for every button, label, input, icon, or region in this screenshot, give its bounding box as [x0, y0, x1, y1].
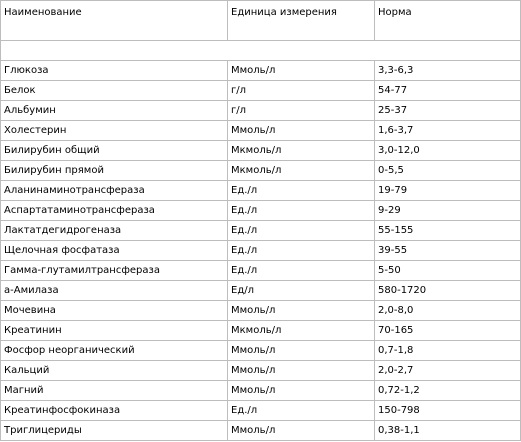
cell-unit: Ммоль/л: [228, 121, 375, 141]
cell-name: Креатинин: [1, 321, 228, 341]
table-row: [1, 221, 521, 241]
cell-unit: Ед./л: [228, 201, 375, 221]
cell-norm: 150-798: [375, 401, 521, 421]
cell-name: Триглицериды: [1, 421, 228, 441]
cell-norm: 2,0-2,7: [375, 361, 521, 381]
cell-name: Щелочная фосфатаза: [1, 241, 228, 261]
table-row: [1, 61, 521, 81]
spacer-cell: [1, 41, 521, 61]
cell-name: Альбумин: [1, 101, 228, 121]
cell-norm: 0,72-1,2: [375, 381, 521, 401]
cell-norm: 54-77: [375, 81, 521, 101]
cell-name: Билирубин прямой: [1, 161, 228, 181]
cell-norm: 25-37: [375, 101, 521, 121]
cell-name: Аспартатаминотрансфераза: [1, 201, 228, 221]
cell-norm: 2,0-8,0: [375, 301, 521, 321]
cell-name: Лактатдегидрогеназа: [1, 221, 228, 241]
cell-unit: Мкмоль/л: [228, 161, 375, 181]
table-row: [1, 341, 521, 361]
cell-unit: Ммоль/л: [228, 361, 375, 381]
cell-unit: г/л: [228, 81, 375, 101]
cell-name: Магний: [1, 381, 228, 401]
cell-name: Глюкоза: [1, 61, 228, 81]
header-norm-label: Норма: [378, 7, 412, 18]
cell-name: Фосфор неорганический: [1, 341, 228, 361]
table-row: [1, 321, 521, 341]
cell-norm: 3,0-12,0: [375, 141, 521, 161]
spacer-row: [1, 41, 521, 61]
table-row: [1, 281, 521, 301]
cell-norm: 1,6-3,7: [375, 121, 521, 141]
table-row: [1, 81, 521, 101]
cell-name: Белок: [1, 81, 228, 101]
cell-unit: Ммоль/л: [228, 421, 375, 441]
cell-norm: 3,3-6,3: [375, 61, 521, 81]
cell-unit: Ед./л: [228, 401, 375, 421]
cell-norm: 55-155: [375, 221, 521, 241]
table-row: [1, 401, 521, 421]
cell-unit: Ммоль/л: [228, 301, 375, 321]
cell-name: Аланинаминотрансфераза: [1, 181, 228, 201]
cell-norm: 5-50: [375, 261, 521, 281]
cell-unit: Ед./л: [228, 241, 375, 261]
header-unit-label: Единица измерения: [231, 7, 337, 18]
table-row: [1, 161, 521, 181]
cell-name: Гамма-глутамилтрансфераза: [1, 261, 228, 281]
cell-name: Холестерин: [1, 121, 228, 141]
cell-name: Мочевина: [1, 301, 228, 321]
table-row: [1, 361, 521, 381]
cell-unit: Ммоль/л: [228, 381, 375, 401]
table-row: [1, 101, 521, 121]
table-row: [1, 201, 521, 221]
header-unit: [228, 1, 375, 41]
cell-unit: Ед./л: [228, 181, 375, 201]
header-name: [1, 1, 228, 41]
header-norm: [375, 1, 521, 41]
cell-norm: 0,7-1,8: [375, 341, 521, 361]
cell-unit: Мкмоль/л: [228, 321, 375, 341]
cell-unit: Ед./л: [228, 221, 375, 241]
cell-unit: г/л: [228, 101, 375, 121]
header-name-label: Наименование: [4, 7, 82, 18]
cell-norm: 0,38-1,1: [375, 421, 521, 441]
table-row: [1, 181, 521, 201]
table-row: [1, 121, 521, 141]
cell-name: а-Амилаза: [1, 281, 228, 301]
cell-norm: 0-5,5: [375, 161, 521, 181]
table-row: [1, 241, 521, 261]
cell-norm: 580-1720: [375, 281, 521, 301]
cell-norm: 70-165: [375, 321, 521, 341]
table-row: [1, 141, 521, 161]
cell-unit: Ед/л: [228, 281, 375, 301]
cell-norm: 39-55: [375, 241, 521, 261]
table-row: [1, 421, 521, 441]
cell-norm: 9-29: [375, 201, 521, 221]
cell-unit: Ед./л: [228, 261, 375, 281]
header-row: [1, 1, 521, 41]
cell-norm: 19-79: [375, 181, 521, 201]
table-row: [1, 301, 521, 321]
table-row: [1, 261, 521, 281]
cell-name: Креатинфосфокиназа: [1, 401, 228, 421]
cell-unit: Ммоль/л: [228, 341, 375, 361]
cell-name: Билирубин общий: [1, 141, 228, 161]
cell-unit: Ммоль/л: [228, 61, 375, 81]
cell-name: Кальций: [1, 361, 228, 381]
table-row: [1, 381, 521, 401]
norms-table-body: [1, 1, 521, 441]
cell-unit: Мкмоль/л: [228, 141, 375, 161]
